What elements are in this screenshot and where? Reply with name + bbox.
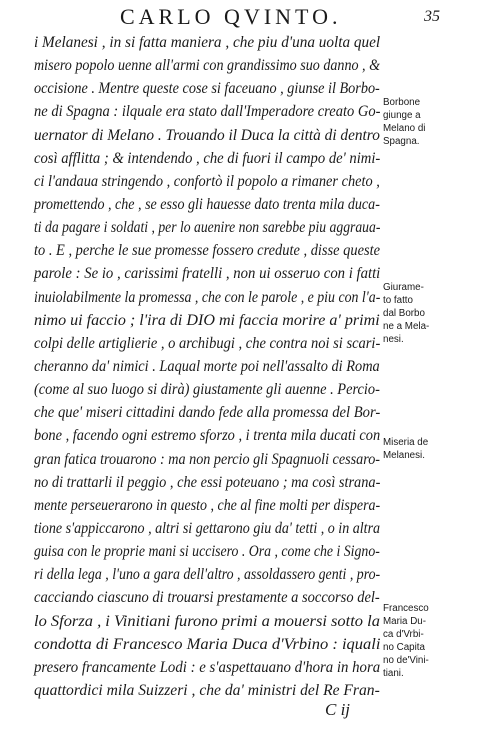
margin-note-3	[383, 436, 495, 462]
margin-note-2	[383, 281, 495, 346]
text-line: ci l'andaua stringendo , confortò il popolo a rimaner cheto ,	[34, 172, 380, 190]
text-line: uernator di Melano . Trouando il Duca la città di dentro	[34, 126, 380, 144]
text-line: occisione . Mentre queste cose si faceuano , giunse il Borbo-	[34, 80, 380, 98]
text-line: bone , facendo ogni estremo sforzo , i trenta mila ducati con	[34, 427, 381, 445]
margin-note-line: Melano di	[383, 123, 426, 134]
text-line: to . E , perche le sue promesse fossero credute , disse queste	[34, 242, 381, 260]
margin-note-line: giunge a	[383, 110, 421, 121]
margin-note-line: ne a Mela-	[383, 321, 430, 332]
text-line: (come al suo luogo si dirà) giustamente gli auenne . Percio-	[34, 381, 380, 399]
text-line: parole : Se io , carissimi fratelli , non ui osseruo con i fatti	[34, 265, 381, 283]
text-line: tione s'appiccarono , altri si gettarono giu da' tetti , o in altra	[34, 519, 381, 537]
text-line: colpi delle artiglierie , o archibugi , che contra noi si scari-	[34, 334, 381, 352]
text-line: no di trattarli il peggio , che essi poteuano ; ma così strana-	[34, 473, 381, 491]
margin-note-line: Giurame-	[383, 282, 424, 293]
margin-note-1	[383, 96, 495, 148]
margin-note-4	[383, 602, 495, 680]
text-line: i Melanesi , in si fatta maniera , che piu d'una uolta quel	[34, 34, 381, 51]
text-line: nimo ui faccio ; l'ira di DIO mi faccia morire a' primi	[34, 311, 380, 329]
margin-note-line: Miseria de	[383, 437, 429, 448]
text-line: ti da pagare i soldati , per lo auenire non sarebbe piu aggraua-	[34, 219, 381, 237]
text-line: mente perseuerarono in questo , che al fine molti per dispera-	[34, 496, 381, 514]
margin-note-line: tiani.	[383, 668, 404, 679]
margin-note-line: Spagna.	[383, 136, 420, 147]
running-title: CARLO QVINTO.	[120, 4, 342, 29]
text-line: guisa con le proprie mani si uccisero . Ora , come che i Signo-	[34, 543, 380, 561]
text-line: che que' miseri cittadini dando fede alla promessa del Bor-	[34, 404, 381, 422]
margin-note-line: dal Borbo	[383, 308, 425, 319]
text-line: così afflitta ; & intendendo , che di fuori il campo de' nimi-	[34, 149, 381, 167]
text-line: lo Sforza , i Vinitiani furono primi a mouersi sotto la	[34, 612, 380, 630]
margin-note-line: no Capita	[383, 642, 425, 653]
text-line: inuiolabilmente la promessa , che con le parole , e piu con l'a-	[34, 288, 381, 306]
margin-note-line: Borbone	[383, 97, 421, 108]
page-number: 35	[424, 8, 440, 25]
margin-note-line: nesi.	[383, 334, 404, 345]
text-line: presero francamente Lodi : e s'aspettauano d'hora in hora	[34, 658, 381, 676]
margin-note-line: Francesco	[383, 603, 429, 614]
margin-note-line: to fatto	[383, 295, 413, 306]
margin-note-line: ca d'Vrbi-	[383, 629, 424, 640]
text-line: gran fatica trouarono : ma non percio gli Spagnuoli cessaro-	[34, 450, 381, 468]
text-line: promettendo , che , se esso gli hauesse dato trenta mila duca-	[34, 195, 380, 213]
text-line: misero popolo uenne all'armi con grandissimo suo danno , &	[34, 57, 381, 75]
margin-note-line: Melanesi.	[383, 450, 425, 461]
text-line: cheranno da' nimici . Laqual morte poi nell'assalto di Roma	[34, 357, 380, 375]
text-line: cacciando ciascuno di trouarsi prestamente a soccorso del-	[34, 589, 380, 607]
margin-note-line: Maria Du-	[383, 616, 427, 627]
margin-note-line: no de'Vini-	[383, 655, 429, 666]
text-line: condotta di Francesco Maria Duca d'Vrbino : iquali	[34, 635, 381, 653]
text-line: quattordici mila Suizzeri , che da' ministri del Re Fran-	[34, 681, 380, 699]
body-text	[34, 31, 380, 702]
text-line: ne di Spagna : ilquale era stato dall'Imperadore creato Go-	[34, 103, 381, 121]
text-line: ri della lega , l'uno a gara dell'altro , assoldassero genti , pro-	[34, 566, 381, 584]
signature-mark: C ij	[325, 700, 351, 719]
